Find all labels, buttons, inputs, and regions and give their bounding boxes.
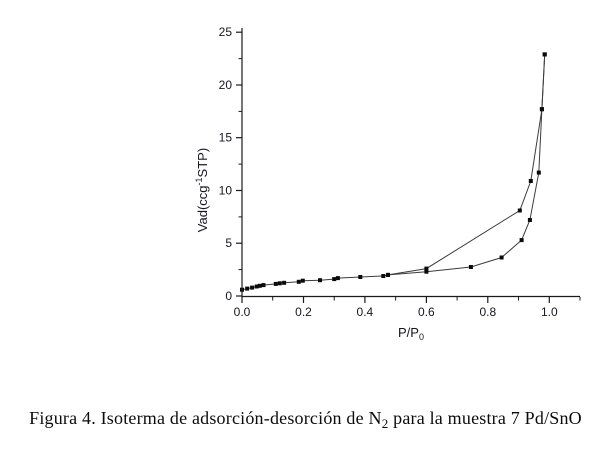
adsorcion-marker: [278, 281, 282, 285]
adsorcion-marker: [336, 276, 340, 280]
x-tick-label: 0.4: [356, 305, 374, 319]
x-tick-label: 0.0: [233, 305, 251, 319]
desorcion-marker: [540, 107, 544, 111]
desorcion-marker: [543, 52, 547, 56]
adsorcion-marker: [528, 218, 532, 222]
caption-prefix: Figura 4. Isoterma de adsorción-desorción de N: [29, 408, 382, 428]
adsorcion-line: [242, 54, 545, 289]
figure-caption: [0, 408, 611, 432]
y-tick-label: 5: [225, 236, 232, 251]
adsorcion-marker: [381, 274, 385, 278]
x-tick-label: 0.6: [418, 305, 435, 319]
x-axis-label: $P/P_0$: [398, 325, 424, 342]
adsorcion-marker: [282, 281, 286, 285]
x-tick-label: 0.8: [479, 305, 497, 319]
adsorcion-marker: [520, 238, 524, 242]
adsorcion-marker: [469, 265, 473, 269]
y-tick-label: 0: [225, 289, 232, 303]
y-tick-label: 10: [218, 183, 232, 198]
adsorcion-marker: [250, 286, 254, 290]
y-tick-label: 25: [218, 25, 232, 40]
adsorcion-marker: [258, 284, 262, 288]
x-tick-label: 0.2: [295, 305, 312, 319]
y-tick-label: 20: [218, 78, 232, 92]
caption-subscript: 2: [381, 416, 389, 431]
adsorcion-marker: [332, 277, 336, 281]
adsorcion-marker: [537, 171, 541, 175]
adsorcion-marker: [318, 278, 322, 282]
adsorcion-marker: [297, 280, 301, 284]
desorcion-marker: [424, 267, 428, 271]
desorcion-marker: [386, 273, 390, 277]
adsorcion-marker: [301, 279, 305, 283]
desorcion-marker: [518, 209, 522, 213]
y-tick-label: 15: [218, 130, 232, 145]
desorcion-marker: [529, 179, 533, 183]
adsorcion-marker: [274, 282, 278, 286]
adsorcion-marker: [245, 287, 249, 291]
adsorcion-marker: [358, 275, 362, 279]
x-tick-label: 1.0: [540, 305, 558, 319]
caption-suffix: para la muestra 7 Pd/SnO: [388, 408, 582, 428]
adsorcion-marker: [262, 283, 266, 287]
y-axis-label: Vad(ccg$^{-1}$STP): [194, 147, 210, 233]
adsorcion-marker: [500, 256, 504, 260]
